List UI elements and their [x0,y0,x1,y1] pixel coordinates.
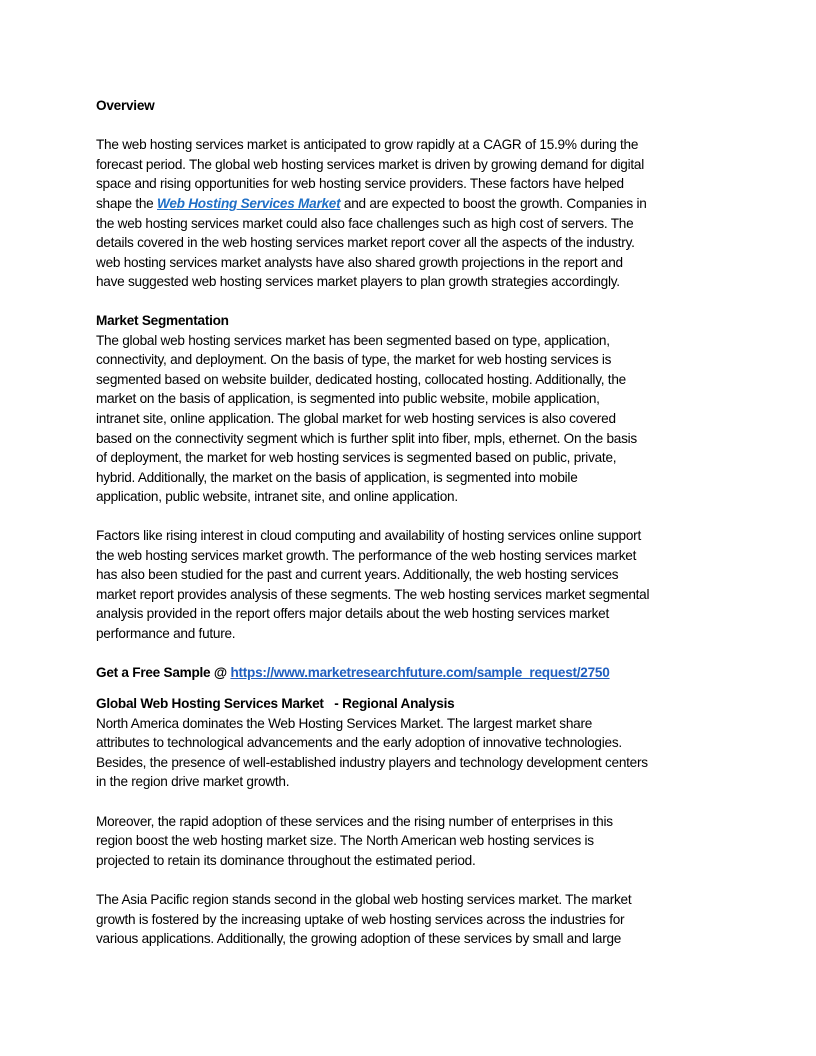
paragraph-line: hybrid. Additionally, the market on the basis of application, is segmented into mobile [96,469,578,485]
free-sample-label: Get a Free Sample @ [96,665,231,680]
paragraph-line: intranet site, online application. The global market for web hosting services is also covered [96,410,616,426]
paragraph-line: region boost the web hosting market size. The North American web hosting services is [96,833,594,849]
paragraph-line: web hosting services market analysts have also shared growth projections in the report and [96,254,623,270]
paragraph-line: space and rising opportunities for web hosting service providers. These factors have helped [96,176,624,192]
paragraph-line: The web hosting services market is anticipated to grow rapidly at a CAGR of 15.9% during the [96,137,639,153]
paragraph-line: of deployment, the market for web hosting services is segmented based on public, private, [96,450,617,466]
paragraph-line: attributes to technological advancements and the early adoption of innovative technologies. [96,735,622,751]
paragraph-line: segmented based on website builder, dedicated hosting, collocated hosting. Additionally, the [96,371,626,387]
overview-section [96,96,736,292]
paragraph-line: Moreover, the rapid adoption of these services and the rising number of enterprises in this [96,813,613,829]
paragraph-line: various applications. Additionally, the growing adoption of these services by small and large [96,931,622,947]
paragraph-line: performance and future. [96,625,236,641]
paragraph-line: the web hosting services market growth. The performance of the web hosting services market [96,547,637,563]
paragraph-line: growth is fostered by the increasing uptake of web hosting services across the industries for [96,911,625,927]
free-sample-line [96,663,736,683]
paragraph-line: market on the basis of application, is segmented into public website, mobile application, [96,391,600,407]
paragraph-line: The Asia Pacific region stands second in the global web hosting services market. The market [96,891,632,907]
paragraph-line: forecast period. The global web hosting services market is driven by growing demand for digital [96,156,644,172]
paragraph-line: projected to retain its dominance throughout the estimated period. [96,852,476,868]
paragraph-line: analysis provided in the report offers major details about the web hosting services market [96,606,609,622]
overview-heading: Overview [96,98,155,113]
paragraph-line: Besides, the presence of well-established industry players and technology development centers [96,754,648,770]
paragraph-line: have suggested web hosting services market players to plan growth strategies accordingly. [96,274,620,290]
paragraph-line: based on the connectivity segment which is further split into fiber, mpls, ethernet. On the basis [96,430,637,446]
paragraph-line: application, public website, intranet site, and online application. [96,489,458,505]
segmentation-heading: Market Segmentation [96,313,229,328]
paragraph-line: The global web hosting services market has been segmented based on type, application, [96,332,610,348]
regional-heading: Global Web Hosting Services Market - Regional Analysis [96,696,455,711]
text: and are expected to boost the growth. Companies in [340,195,647,211]
paragraph-line: market report provides analysis of these segments. The web hosting services market segmental [96,586,650,602]
paragraph-line: details covered in the web hosting services market report cover all the aspects of the industry. [96,235,635,251]
regional-section [96,694,736,949]
paragraph-line: Factors like rising interest in cloud computing and availability of hosting services online support [96,528,641,543]
paragraph-line: North America dominates the Web Hosting Services Market. The largest market share [96,715,593,731]
paragraph-line: in the region drive market growth. [96,774,290,790]
text: shape the [96,195,157,211]
paragraph-line: the web hosting services market could also face challenges such as high cost of servers. The [96,215,634,231]
paragraph-line [96,194,736,214]
paragraph-line: connectivity, and deployment. On the basis of type, the market for web hosting services is [96,352,612,368]
web-hosting-market-link[interactable]: Web Hosting Services Market [157,195,341,211]
segmentation-section [96,311,736,507]
paragraph-line: has also been studied for the past and current years. Additionally, the web hosting services [96,567,619,583]
factors-section [96,526,736,644]
sample-request-link[interactable]: https://www.marketresearchfuture.com/sample_request/2750 [230,665,610,680]
